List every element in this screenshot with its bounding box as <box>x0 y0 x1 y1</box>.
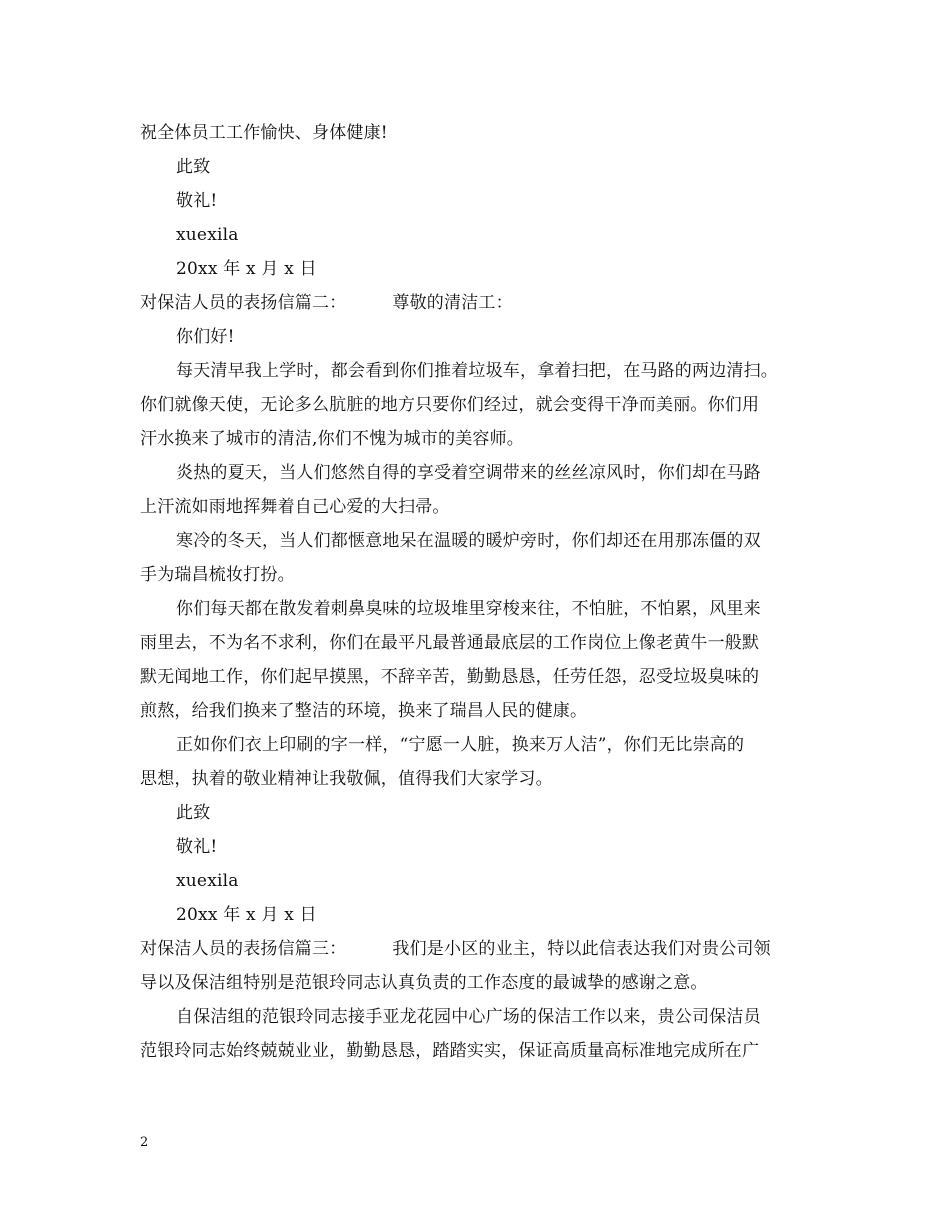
paragraph-line: 炎热的夏天，当人们悠然自得的享受着空调带来的丝丝凉风时，你们却在马路 <box>176 463 761 483</box>
document-body <box>140 116 820 1068</box>
text-line: 祝全体员工工作愉快、身体健康! <box>140 123 388 143</box>
closing-line: 此致 <box>176 157 211 177</box>
date-line: 20xx 年 x 月 x 日 <box>176 905 317 925</box>
paragraph-line: 汗水换来了城市的清洁,你们不愧为城市的美容师。 <box>140 429 525 449</box>
letter-heading <box>140 286 820 320</box>
letter-greeting: 尊敬的清洁工： <box>392 293 513 313</box>
signature: xuexila <box>176 871 239 891</box>
paragraph-line: 正如你们衣上印刷的字一样，“宁愿一人脏，换来万人洁”，你们无比崇高的 <box>176 735 745 755</box>
paragraph-line: 导以及保洁组特别是范银玲同志认真负责的工作态度的最诚挚的感谢之意。 <box>140 973 708 993</box>
paragraph-line: 上汗流如雨地挥舞着自己心爱的大扫帚。 <box>140 497 450 517</box>
letter-title: 对保洁人员的表扬信篇三： <box>140 939 347 959</box>
paragraph-line: 你们就像天使，无论多么肮脏的地方只要你们经过，就会变得干净而美丽。你们用 <box>140 395 760 415</box>
paragraph-line: 自保洁组的范银玲同志接手亚龙花园中心广场的保洁工作以来，贵公司保洁员 <box>176 1007 761 1027</box>
letter-heading <box>140 932 820 966</box>
paragraph-line: 每天清早我上学时，都会看到你们推着垃圾车，拿着扫把，在马路的两边清扫。 <box>176 361 778 381</box>
signature: xuexila <box>176 225 239 245</box>
page-number: 2 <box>140 1135 149 1150</box>
date-line: 20xx 年 x 月 x 日 <box>176 259 317 279</box>
paragraph-line: 煎熬，给我们换来了整洁的环境，换来了瑞昌人民的健康。 <box>140 701 588 721</box>
salutation-line: 敬礼! <box>176 837 218 857</box>
letter-opening: 我们是小区的业主，特以此信表达我们对贵公司领 <box>392 939 771 959</box>
paragraph-line: 你们每天都在散发着刺鼻臭味的垃圾堆里穿梭来往，不怕脏，不怕累，风里来 <box>176 599 761 619</box>
letter-title: 对保洁人员的表扬信篇二： <box>140 293 347 313</box>
paragraph-line: 范银玲同志始终兢兢业业，勤勤恳恳，踏踏实实，保证高质量高标准地完成所在广 <box>140 1041 760 1061</box>
paragraph-line: 雨里去，不为名不求利，你们在最平凡最普通最底层的工作岗位上像老黄牛一般默 <box>140 633 760 653</box>
paragraph-line: 思想，执着的敬业精神让我敬佩，值得我们大家学习。 <box>140 769 553 789</box>
closing-line: 此致 <box>176 803 211 823</box>
salutation-line: 敬礼! <box>176 191 218 211</box>
paragraph-line: 寒冷的冬天，当人们都惬意地呆在温暖的暖炉旁时，你们却还在用那冻僵的双 <box>176 531 761 551</box>
greeting-line: 你们好! <box>176 327 235 347</box>
paragraph-line: 手为瑞昌梳妆打扮。 <box>140 565 295 585</box>
paragraph-line: 默无闻地工作，你们起早摸黑，不辞辛苦，勤勤恳恳，任劳任怨，忍受垃圾臭味的 <box>140 667 760 687</box>
